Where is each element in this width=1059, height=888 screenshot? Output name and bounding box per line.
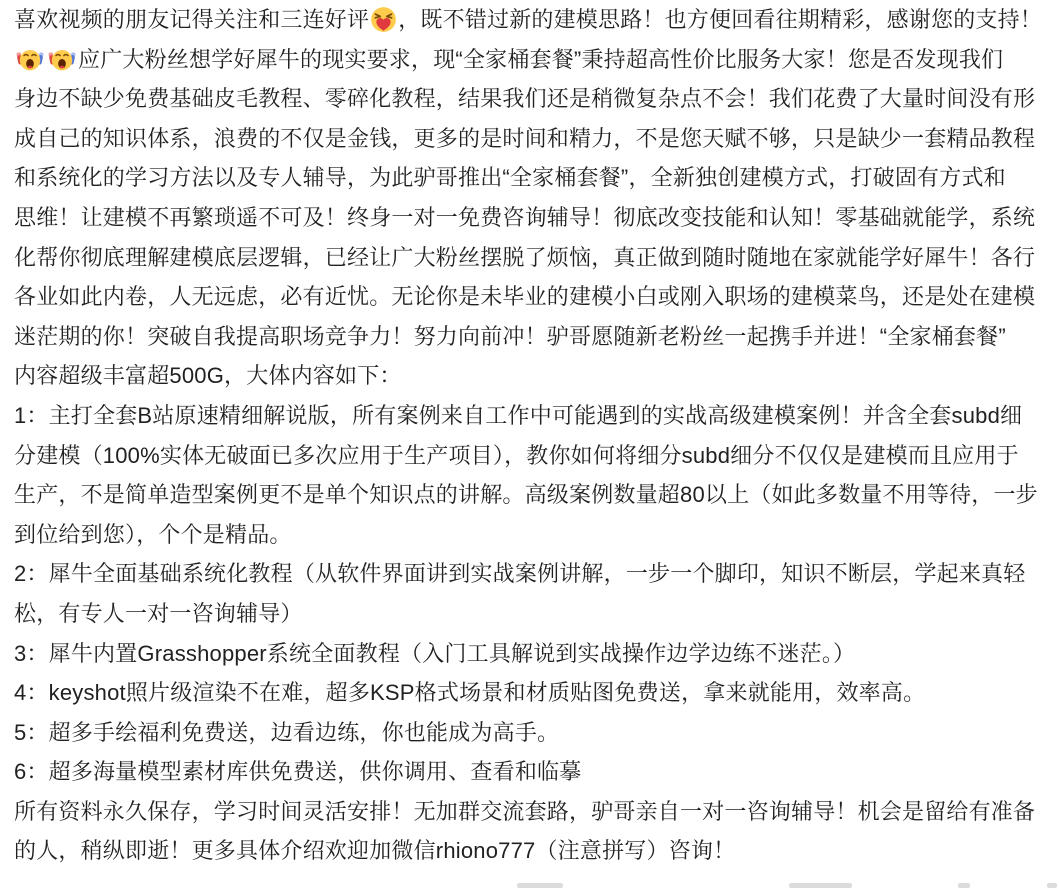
cutoff-next-line-fragment bbox=[958, 883, 970, 888]
description-line: 6：超多海量模型素材库供免费送，供你调用、查看和临摹 bbox=[14, 759, 582, 785]
description-line: 化帮你彻底理解建模底层逻辑，已经让广大粉丝摆脱了烦恼，真正做到随时随地在家就能学好犀牛！各行 bbox=[14, 244, 1036, 270]
description-line: 2：犀牛全面基础系统化教程（从软件界面讲到实战案例讲解，一步一个脚印，知识不断层，学起来真轻 bbox=[14, 561, 1026, 587]
description-line: 应广大粉丝想学好犀牛的现实要求，现“全家桶套餐”秉持超高性价比服务大家！您是否发现我们 bbox=[14, 40, 1045, 80]
description-line: 3：犀牛内置Grasshopper系统全面教程（入门工具解说到实战操作边学边练不迷茫。） bbox=[14, 640, 856, 666]
cutoff-next-line-fragment bbox=[517, 883, 563, 888]
description-line: 所有资料永久保存，学习时间灵活安排！无加群交流套路，驴哥亲自一对一咨询辅导！机会是留给有准备 bbox=[14, 798, 1036, 824]
screaming-face-with-firecrackers-emoji-icon bbox=[47, 46, 77, 73]
description-line: 思维！让建模不再繁琐遥不可及！终身一对一免费咨询辅导！彻底改变技能和认知！零基础就能学，系统 bbox=[14, 204, 1036, 230]
description-line: 1：主打全套B站原速精细解说版，所有案例来自工作中可能遇到的实战高级建模案例！并含全套subd细 bbox=[14, 402, 1023, 428]
description-line: 身边不缺少免费基础皮毛教程、零碎化教程，结果我们还是稍微复杂点不会！我们花费了大量时间没有形 bbox=[14, 86, 1036, 112]
description-line: 5：超多手绘福利免费送，边看边练，你也能成为高手。 bbox=[14, 719, 560, 745]
description-line: 生产，不是简单造型案例更不是单个知识点的讲解。高级案例数量超80以上（如此多数量不用等待，一步 bbox=[14, 482, 1038, 508]
description-line: 松，有专人一对一咨询辅导） bbox=[14, 600, 303, 626]
description-line: 成自己的知识体系，浪费的不仅是金钱，更多的是时间和精力，不是您天赋不够，只是缺少一套精品教程 bbox=[14, 125, 1036, 151]
description-line: 各业如此内卷，人无远虑，必有近忧。无论你是未毕业的建模小白或刚入职场的建模菜鸟，还是处在建模 bbox=[14, 284, 1036, 310]
cutoff-next-line-fragment bbox=[789, 883, 852, 888]
face-with-heart-emoji-icon bbox=[370, 6, 397, 33]
description-line: 内容超级丰富超500G，大体内容如下： bbox=[14, 363, 402, 389]
description-line: 到位给到您），个个是精品。 bbox=[14, 521, 292, 547]
screaming-face-with-firecrackers-emoji-icon bbox=[15, 46, 45, 73]
description-line: 喜欢视频的朋友记得关注和三连好评 ，既不错过新的建模思路！也方便回看往期精彩，感谢您的支持！ bbox=[14, 7, 1043, 32]
description-line: 的人，稍纵即逝！更多具体介绍欢迎加微信rhiono777（注意拼写）咨询！ bbox=[14, 838, 736, 864]
description-line: 和系统化的学习方法以及专人辅导，为此驴哥推出“全家桶套餐”，全新独创建模方式，打破固有方式和 bbox=[14, 165, 1006, 191]
cutoff-next-line-fragment bbox=[1047, 883, 1057, 888]
description-line: 4：keyshot照片级渲染不在难，超多KSP格式场景和材质贴图免费送，拿来就能用，效率高。 bbox=[14, 680, 926, 706]
description-line: 分建模（100%实体无破面已多次应用于生产项目），教你如何将细分subd细分不仅仅是建模而且应用于 bbox=[14, 442, 1019, 468]
description-line: 迷茫期的你！突破自我提高职场竞争力！努力向前冲！驴哥愿随新老粉丝一起携手并进！“全家桶套餐” bbox=[14, 323, 1006, 349]
